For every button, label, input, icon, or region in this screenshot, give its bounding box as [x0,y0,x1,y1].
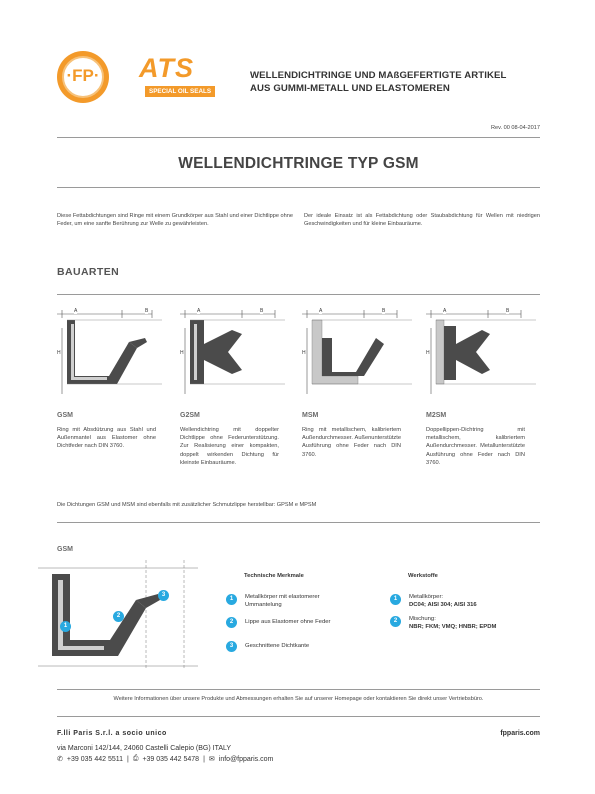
footer-address: via Marconi 142/144, 24060 Castelli Calepio (BG) ITALY [57,745,232,752]
type-desc: Ring mit metallischem, kalibriertem Außendurchmesser. Außenunterstützte Ausführung ohne Feder nach DIN 3760. [302,427,401,458]
type-column-msm [302,412,401,459]
divider-footer [57,716,540,717]
type-column-gsm [57,412,156,451]
material-item [390,594,540,609]
dim-label-b: B [506,308,510,314]
phone-icon: ✆ [57,756,63,763]
tech-item-number: 2 [226,617,237,628]
tech-item-number: 3 [226,641,237,652]
header-title-line1: WELLENDICHTRINGE UND MAßGEFERTIGTE ARTIKEL [250,70,507,81]
ats-logo-sub: SPECIAL OIL SEALS [145,86,215,97]
revision-label: Rev. 00 08-04-2017 [490,125,540,131]
footer-contacts [57,755,273,763]
type-column-m2sm [426,412,525,467]
dim-label-h: H [302,350,306,356]
page-title: WELLENDICHTRINGE TYP GSM [178,155,419,172]
materials-title: Werkstoffe [408,573,438,579]
footer-company: F.lli Paris S.r.l. a socio unico [57,730,167,737]
dim-label-b: B [145,308,149,314]
divider-detail [57,689,540,690]
tech-item-text: Metallkörper mit elastomerer [245,594,320,600]
dim-label-b: B [382,308,386,314]
dim-label-b: B [260,308,264,314]
intro-left: Diese Fettabdichtungen sind Ringe mit einem Grundkörper aus Stahl und einer Dichtlippe ohne Feder, um eine sanfte Berührung zur Welle zu gewährleisten. [57,213,293,227]
dim-label-h: H [180,350,184,356]
materials-list [390,594,540,631]
divider-top [57,137,540,138]
fax-icon: ⎙ [132,755,139,762]
material-item-value: NBR; FKM; VMQ; HNBR; EPDM [409,623,497,630]
type-drawing-g2sm [180,308,290,400]
detail-marker-3: 3 [158,590,169,601]
detail-marker-1: 1 [60,621,71,632]
tech-item [226,594,386,609]
type-desc: Wellendichtring mit doppelter Dichtlippe ohne Federunterstützung. Zur Realisierung einer kompakten, doppelt wirkenden Dichtung für kleinste Einbauräume. [180,427,279,466]
tech-title: Technische Merkmale [244,573,304,579]
material-item [390,616,540,631]
header-title-line2: AUS GUMMI-METALL UND ELASTOMEREN [250,83,450,94]
dim-label-a: A [319,308,323,314]
dim-label-h: H [426,350,430,356]
section-title-bauarten: BAUARTEN [57,266,120,278]
more-info-text: Weitere Informationen über unsere Produkte und Abmessungen erhalten Sie auf unserer Homepage oder kontaktieren Sie direkt unser Vertriebsbüro. [113,696,484,702]
tech-item [226,641,386,652]
tech-item-number: 1 [226,594,237,605]
separator: | [127,755,129,763]
detail-drawing-gsm [38,558,210,673]
type-drawing-msm [302,308,417,400]
dim-label-h: H [57,350,61,356]
tech-item-text: Geschnittene Dichtkante [245,643,310,649]
fp-logo-text: ·FP· [66,66,100,85]
tech-list [226,594,386,652]
material-item-number: 2 [390,616,401,627]
type-name: MSM [302,412,319,419]
footer-phone[interactable]: +39 035 442 5511 [66,755,123,763]
ats-logo [139,52,225,104]
type-name: M2SM [426,412,447,419]
tech-item-text: Lippe aus Elastomer ohne Feder [245,619,331,625]
material-item-label: Mischung: [409,616,436,622]
detail-marker-2: 2 [113,611,124,622]
intro-right: Der ideale Einsatz ist als Fettabdichtung oder Staubabdichtung für Wellen mit niedrigen Geschwindigkeiten und für kleine Einbauräume. [304,213,540,227]
tech-item-text-2: Ummantelung [245,601,282,608]
ats-logo-text: ATS [139,53,194,83]
type-name: G2SM [180,412,200,419]
types-note: Die Dichtungen GSM und MSM sind ebenfalls mit zusätzlicher Schmutzlippe herstellbar: GPSM e MPSM [57,502,317,508]
dim-label-a: A [74,308,78,314]
fp-logo [56,50,110,104]
type-desc: Ring mit Absdützung aus Stahl und Außenmantel aus Elastomer ohne Dichtfeder nach DIN 3760. [57,427,156,450]
email-icon: ✉ [208,756,215,763]
type-drawing-gsm [57,308,167,400]
separator: | [203,755,205,763]
divider-bauarten [57,294,540,295]
type-drawing-m2sm [426,308,540,400]
type-name: GSM [57,412,73,419]
divider-types [57,522,540,523]
type-column-g2sm [180,412,279,467]
material-item-label: Metallkörper: [409,594,444,600]
type-desc: Doppellippen-Dichtring mit metallischem, kalibriertem Außendurchmesser. Metallunterstützte Ausführung ohne Feder nach DIN 3760. [426,427,525,466]
material-item-number: 1 [390,594,401,605]
footer-fax: +39 035 442 5478 [142,755,200,763]
detail-label: GSM [57,546,73,553]
footer-website[interactable]: fpparis.com [500,730,540,737]
divider-title [57,187,540,188]
tech-item [226,617,386,628]
dim-label-a: A [197,308,201,314]
footer-email[interactable]: info@fpparis.com [218,755,274,763]
material-item-value: DC04; AISI 304; AISI 316 [409,601,477,608]
dim-label-a: A [443,308,447,314]
